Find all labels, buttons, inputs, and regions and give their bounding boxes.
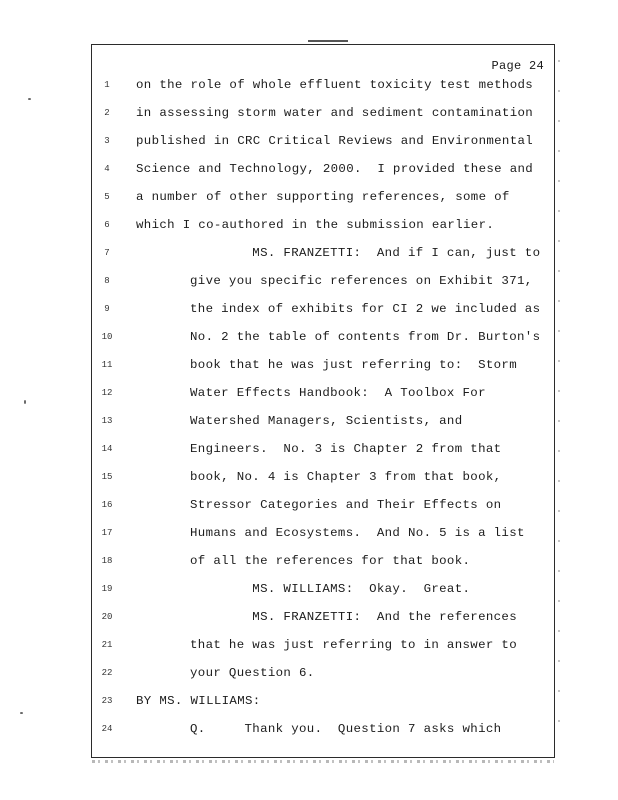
transcript-line: Humans and Ecosystems. And No. 5 is a list [190, 526, 525, 540]
transcript-line: MS. FRANZETTI: And the references [190, 610, 517, 624]
line-number: 13 [101, 416, 113, 426]
transcript-line: Engineers. No. 3 is Chapter 2 from that [190, 442, 502, 456]
transcript-line: book that he was just referring to: Storm [190, 358, 517, 372]
scan-speck [28, 98, 31, 100]
transcript-line: Q. Thank you. Question 7 asks which [190, 722, 502, 736]
transcript-line: your Question 6. [190, 666, 315, 680]
transcript-line: on the role of whole effluent toxicity test methods [136, 78, 534, 92]
transcript-line: Science and Technology, 2000. I provided these and [136, 162, 534, 176]
line-number: 8 [104, 276, 110, 286]
transcript-line: which I co-authored in the submission earlier. [136, 218, 495, 232]
transcript-line: MS. WILLIAMS: Okay. Great. [190, 582, 471, 596]
transcript-line: of all the references for that book. [190, 554, 471, 568]
line-number: 23 [101, 696, 113, 706]
transcript-line: book, No. 4 is Chapter 3 from that book, [190, 470, 502, 484]
transcript-line: that he was just referring to in answer to [190, 638, 517, 652]
line-number: 2 [104, 108, 110, 118]
line-number: 4 [104, 164, 110, 174]
line-number: 20 [101, 612, 113, 622]
transcript-line: the index of exhibits for CI 2 we included as [190, 302, 541, 316]
line-number: 21 [101, 640, 113, 650]
scan-bottom-noise [92, 760, 554, 763]
line-number: 15 [101, 472, 113, 482]
line-number: 24 [101, 724, 113, 734]
line-number: 12 [101, 388, 113, 398]
line-number: 18 [101, 556, 113, 566]
transcript-line: Watershed Managers, Scientists, and [190, 414, 463, 428]
scan-edge-noise [558, 60, 560, 750]
transcript-line: No. 2 the table of contents from Dr. Burton's [190, 330, 541, 344]
top-edge-mark [308, 40, 348, 42]
scan-speck [20, 712, 23, 714]
line-number: 7 [104, 248, 110, 258]
line-number: 16 [101, 500, 113, 510]
transcript-line: a number of other supporting references, some of [136, 190, 510, 204]
line-number: 9 [104, 304, 110, 314]
line-number: 17 [101, 528, 113, 538]
line-number: 19 [101, 584, 113, 594]
transcript-line: Stressor Categories and Their Effects on [190, 498, 502, 512]
line-number: 3 [104, 136, 110, 146]
line-number: 22 [101, 668, 113, 678]
transcript-line: in assessing storm water and sediment contamination [136, 106, 534, 120]
line-number: 14 [101, 444, 113, 454]
page-number: Page 24 [491, 59, 544, 73]
line-number: 5 [104, 192, 110, 202]
line-number: 6 [104, 220, 110, 230]
line-number: 1 [104, 80, 110, 90]
line-number: 11 [101, 360, 113, 370]
transcript-line: give you specific references on Exhibit 371, [190, 274, 533, 288]
transcript-line: Water Effects Handbook: A Toolbox For [190, 386, 486, 400]
transcript-line: BY MS. WILLIAMS: [136, 694, 261, 708]
transcript-line: published in CRC Critical Reviews and Environmental [136, 134, 534, 148]
transcript-line: MS. FRANZETTI: And if I can, just to [190, 246, 541, 260]
line-number: 10 [101, 332, 113, 342]
scan-speck [24, 400, 26, 404]
